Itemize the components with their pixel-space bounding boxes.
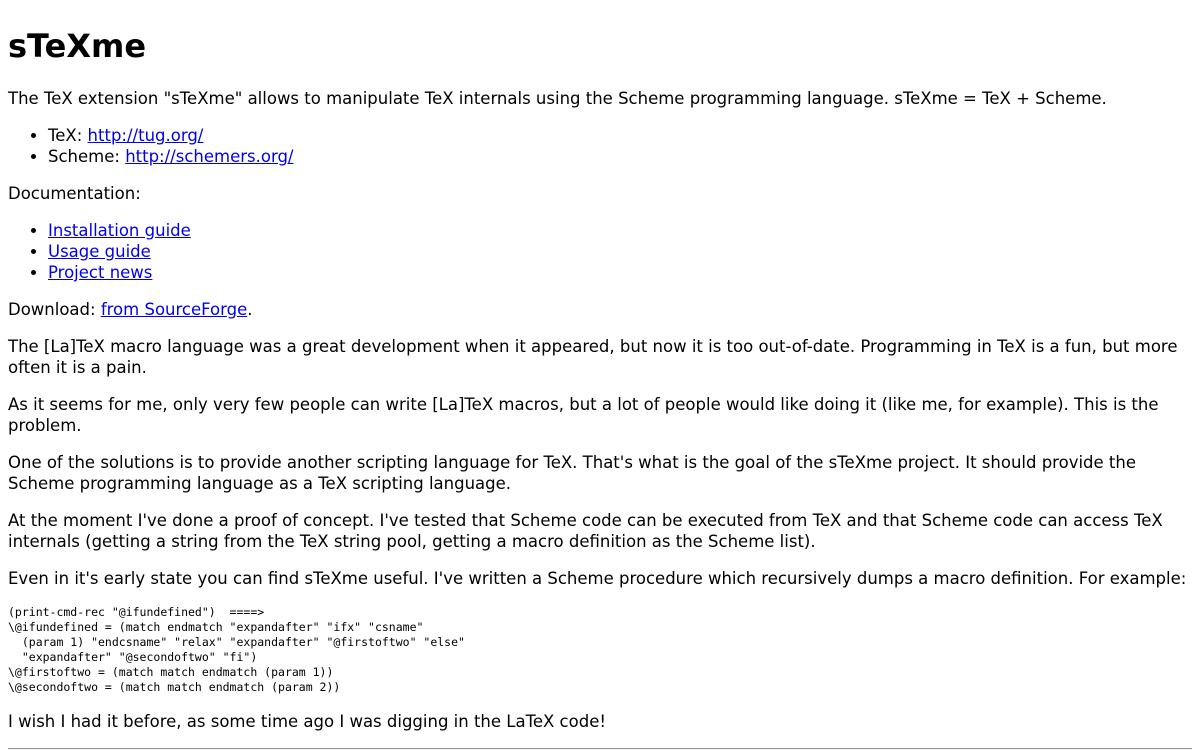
closing-paragraph: I wish I had it before, as some time ago I was digging in the LaTeX code! [8, 712, 606, 731]
docs-list [8, 220, 1192, 283]
intro-paragraph: The TeX extension "sTeXme" allows to manipulate TeX internals using the Scheme programming language. sTeXme = TeX + Scheme. [8, 89, 1107, 108]
link-label: Scheme: [48, 147, 126, 166]
documentation-label: Documentation: [8, 184, 141, 203]
body-paragraph: One of the solutions is to provide another scripting language for TeX. That's what is the goal of the sTeXme project. It should provide the Scheme programming language as a TeX scripting language. [8, 453, 1136, 493]
body-paragraph: As it seems for me, only very few people can write [La]TeX macros, but a lot of people would like doing it (like me, for example). This is the problem. [8, 395, 1159, 435]
scheme-link[interactable]: http://schemers.org/ [125, 147, 294, 166]
download-prefix: Download: [8, 300, 101, 319]
download-paragraph [8, 299, 1192, 320]
project-news-link[interactable]: Project news [48, 263, 153, 282]
page-title: sTeXme [8, 27, 147, 65]
list-item [48, 146, 1192, 167]
body-paragraph: Even in it's early state you can find sTeXme useful. I've written a Scheme procedure which recursively dumps a macro definition. For example: [8, 569, 1187, 588]
links-list [8, 125, 1192, 167]
list-item [48, 125, 1192, 146]
download-suffix: . [247, 300, 253, 319]
code-example: (print-cmd-rec "@ifundefined") ====> \@ifundefined = (match endmatch "expandafter" "ifx" "csname" (param 1) "endcsname" "relax" "expandafter" "@firstoftwo" "else" "expandafter" "@secondoftwo" "fi") \@firstoftwo = (match match endmatch (param 1)) \@secondoftwo = (match match endmatch (param 2)) [8, 605, 465, 694]
list-item [48, 241, 1192, 262]
link-label: TeX: [48, 126, 88, 145]
list-item [48, 262, 1192, 283]
installation-guide-link[interactable]: Installation guide [48, 221, 191, 240]
sourceforge-link[interactable]: from SourceForge [100, 300, 248, 319]
body-paragraph: At the moment I've done a proof of concept. I've tested that Scheme code can be executed from TeX and that Scheme code can access TeX internals (getting a string from the TeX string pool, getting a macro definition as the Scheme list). [8, 511, 1163, 551]
tex-link[interactable]: http://tug.org/ [87, 126, 204, 145]
usage-guide-link[interactable]: Usage guide [48, 242, 151, 261]
body-paragraph: The [La]TeX macro language was a great development when it appeared, but now it is too out-of-date. Programming in TeX is a fun, but more often it is a pain. [8, 337, 1178, 377]
list-item [48, 220, 1192, 241]
